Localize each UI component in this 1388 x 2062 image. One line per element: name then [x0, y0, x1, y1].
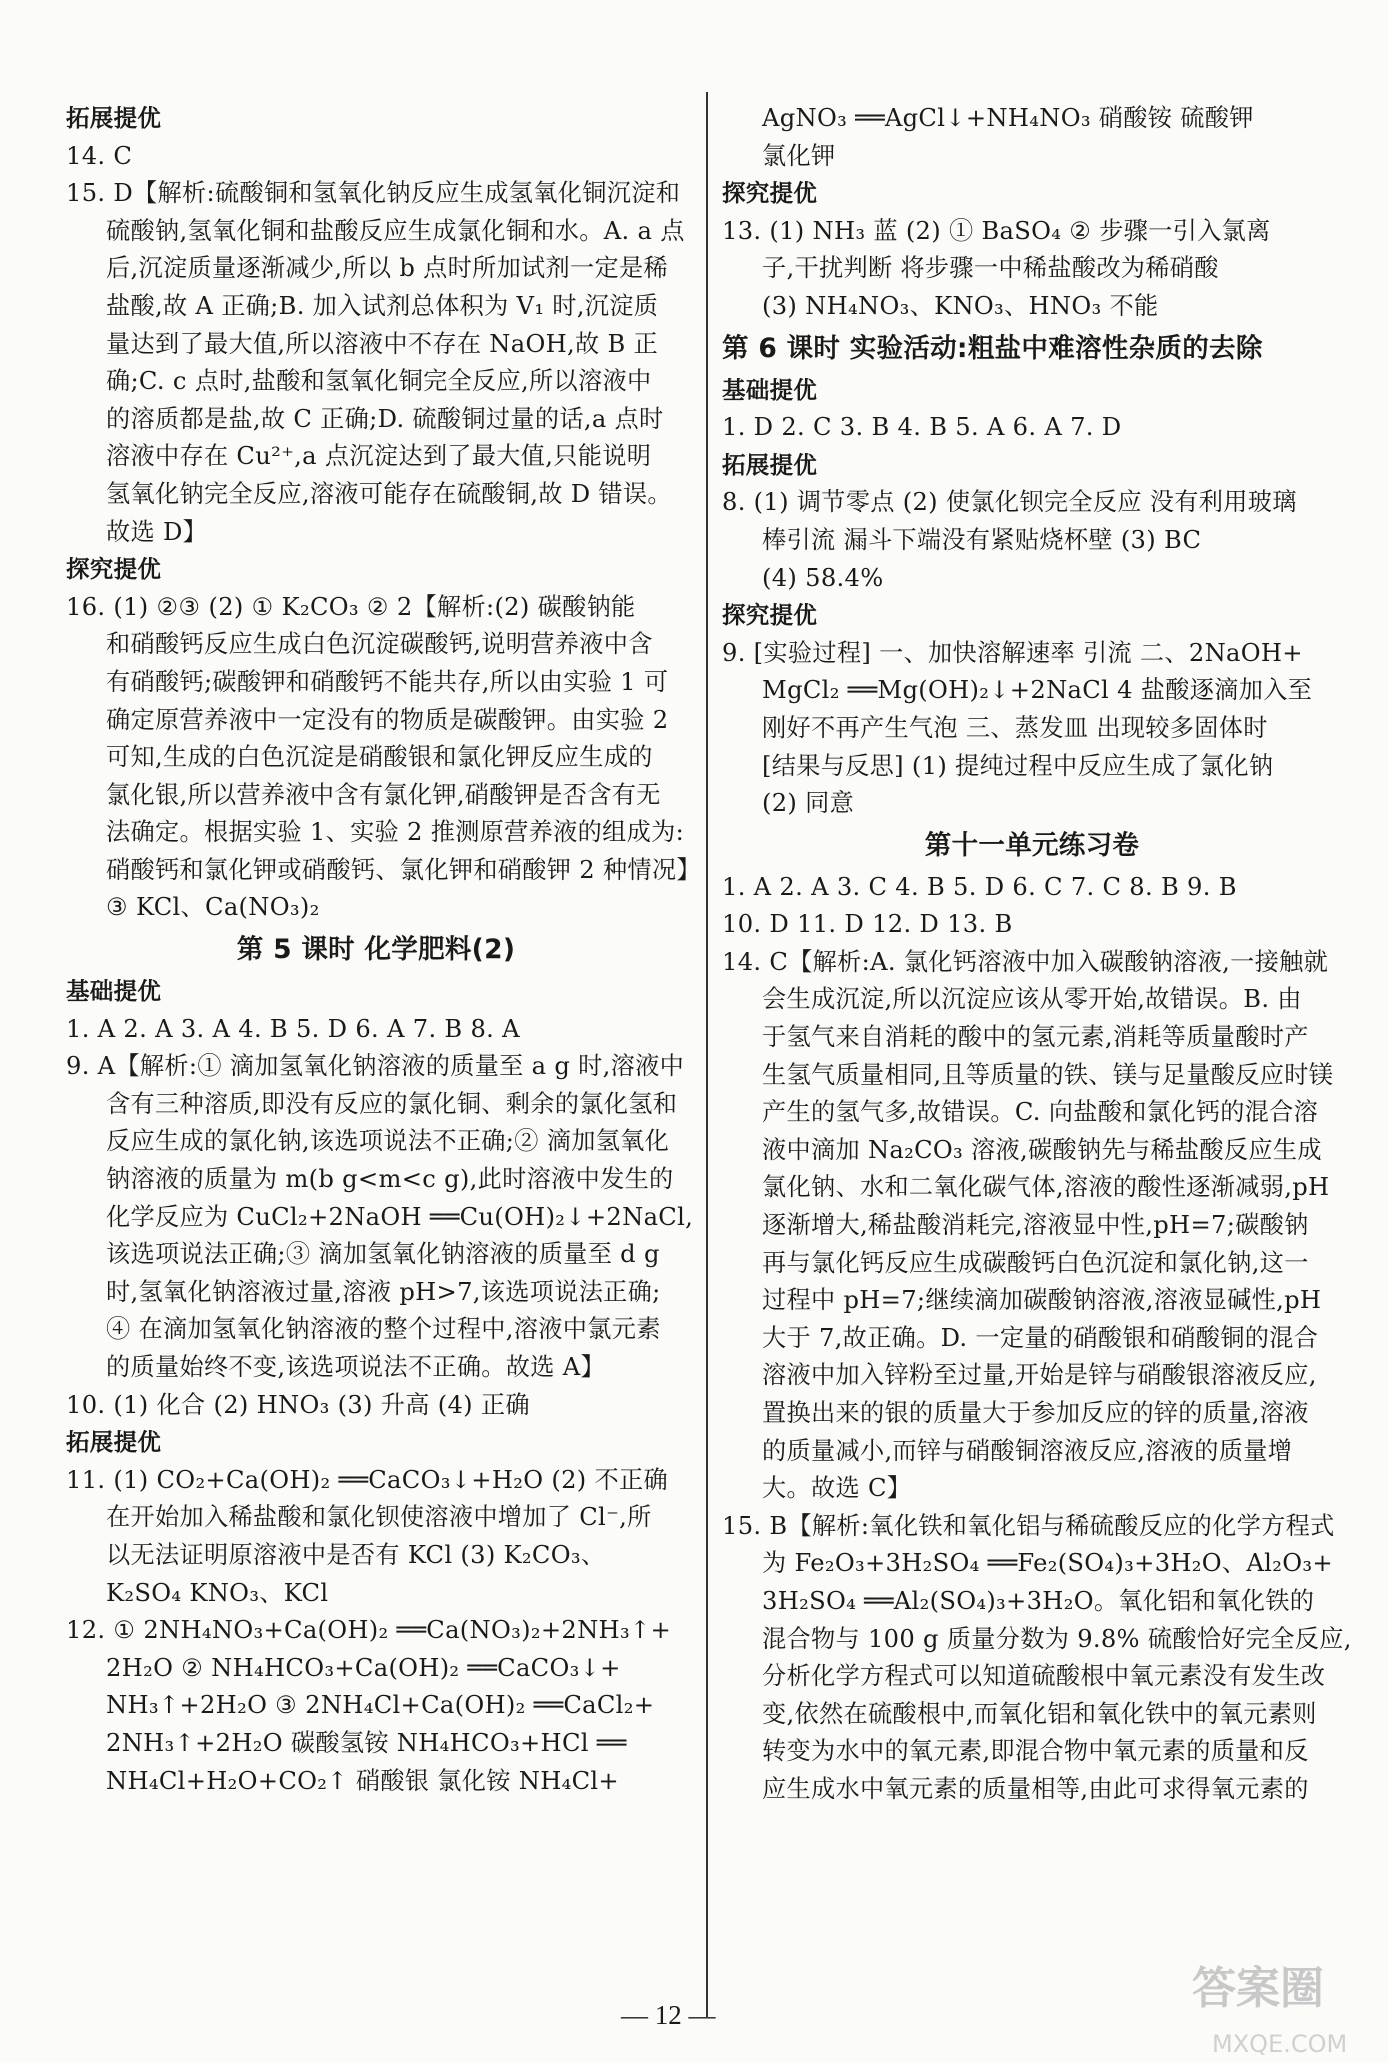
- text-line: 为 Fe₂O₃+3H₂SO₄ ══Fe₂(SO₄)₃+3H₂O、Al₂O₃+: [762, 1549, 1333, 1578]
- text-line: MgCl₂ ══Mg(OH)₂↓+2NaCl 4 盐酸逐滴加入至: [762, 676, 1313, 705]
- text-line: 以无法证明原溶液中是否有 KCl (3) K₂CO₃、: [106, 1540, 606, 1569]
- text-line: 10. D 11. D 12. D 13. B: [722, 910, 1013, 939]
- text-line: 转变为水中的氧元素,即混合物中氧元素的质量和反: [762, 1737, 1309, 1766]
- text-line: 置换出来的银的质量大于参加反应的锌的质量,溶液: [762, 1399, 1309, 1427]
- text-line: 15. D【解析:硫酸铜和氢氧化钠反应生成氢氧化铜沉淀和: [66, 179, 681, 208]
- text-line: 在开始加入稀盐酸和氯化钡使溶液中增加了 Cl⁻,所: [106, 1503, 652, 1532]
- column-divider: [706, 92, 708, 2017]
- text-line: 确;C. c 点时,盐酸和氢氧化铜完全反应,所以溶液中: [106, 367, 652, 396]
- text-line: 可知,生成的白色沉淀是硝酸银和氯化钾反应生成的: [106, 743, 653, 772]
- text-line: 时,氢氧化钠溶液过量,溶液 pH>7,该选项说法正确;: [106, 1277, 661, 1306]
- watermark-logo: [1192, 1952, 1348, 2058]
- text-line: 再与氯化钙反应生成碳酸钙白色沉淀和氯化钠,这一: [762, 1248, 1309, 1277]
- text-line: 含有三种溶质,即没有反应的氯化铜、剩余的氯化氢和: [106, 1089, 678, 1118]
- text-line: 1. D 2. C 3. B 4. B 5. A 6. A 7. D: [722, 413, 1122, 442]
- text-line: 14. C【解析:A. 氯化钙溶液中加入碳酸钠溶液,一接触就: [722, 947, 1329, 976]
- text-line: 硝酸钙和氯化钾或硝酸钙、氯化钾和硝酸钾 2 种情况】: [106, 855, 701, 884]
- text-line: 于氢气来自消耗的酸中的氢元素,消耗等质量酸时产: [762, 1023, 1309, 1052]
- text-line: NH₄Cl+H₂O+CO₂↑ 硝酸银 氯化铵 NH₄Cl+: [106, 1766, 619, 1795]
- text-line: 有硝酸钙;碳酸钾和硝酸钙不能共存,所以由实验 1 可: [106, 667, 669, 696]
- text-line: NH₃↑+2H₂O ③ 2NH₄Cl+Ca(OH)₂ ══CaCl₂+: [106, 1691, 655, 1720]
- text-line: 16. (1) ②③ (2) ① K₂CO₃ ② 2【解析:(2) 碳酸钠能: [66, 592, 636, 621]
- left-column: [66, 100, 701, 1800]
- text-line: 大于 7,故正确。D. 一定量的硝酸银和硝酸铜的混合: [762, 1323, 1319, 1352]
- text-line: 液中滴加 Na₂CO₃ 溶液,碳酸钠先与稀盐酸反应生成: [762, 1135, 1322, 1164]
- text-line: 15. B【解析:氧化铁和氧化铝与稀硫酸反应的化学方程式: [722, 1511, 1335, 1540]
- text-line: 刚好不再产生气泡 三、蒸发皿 出现较多固体时: [762, 713, 1268, 742]
- text-line: (4) 58.4%: [762, 563, 884, 592]
- text-line: 过程中 pH=7;继续滴加碳酸钠溶液,溶液显碱性,pH: [762, 1286, 1322, 1315]
- text-line: 钠溶液的质量为 m(b g<m<c g),此时溶液中发生的: [106, 1165, 674, 1194]
- text-line: 氯化银,所以营养液中含有氯化钾,硝酸钾是否含有无: [106, 780, 661, 809]
- text-line: 混合物与 100 g 质量分数为 9.8% 硫酸恰好完全反应,: [762, 1624, 1352, 1653]
- text-line: 1. A 2. A 3. A 4. B 5. D 6. A 7. B 8. A: [66, 1014, 520, 1043]
- text-line: 后,沉淀质量逐渐减少,所以 b 点时所加试剂一定是稀: [106, 254, 668, 283]
- lesson-title: 第十一单元练习卷: [924, 829, 1140, 861]
- text-line: 9. [实验过程] 一、加快溶解速率 引流 二、2NaOH+: [722, 638, 1303, 667]
- text-line: 14. C: [66, 141, 133, 170]
- text-line: 氯化钾: [762, 141, 836, 170]
- section-heading: 基础提优: [66, 977, 162, 1006]
- text-line: 逐渐增大,稀盐酸消耗完,溶液显中性,pH=7;碳酸钠: [762, 1211, 1309, 1240]
- watermark-url: MXQE.COM: [1212, 2030, 1348, 2058]
- text-line: 盐酸,故 A 正确;B. 加入试剂总体积为 V₁ 时,沉淀质: [106, 291, 659, 320]
- section-heading: 基础提优: [722, 375, 818, 404]
- text-line: 该选项说法正确;③ 滴加氢氧化钠溶液的质量至 d g: [106, 1240, 660, 1269]
- text-line: 子,干扰判断 将步骤一中稀盐酸改为稀硝酸: [762, 254, 1219, 283]
- text-line: 13. (1) NH₃ 蓝 (2) ① BaSO₄ ② 步骤一引入氯离: [722, 216, 1271, 245]
- text-line: 的溶质都是盐,故 C 正确;D. 硫酸铜过量的话,a 点时: [106, 404, 664, 433]
- text-line: 变,依然在硫酸根中,而氧化铝和氧化铁中的氧元素则: [762, 1699, 1317, 1728]
- text-line: 9. A【解析:① 滴加氢氧化钠溶液的质量至 a g 时,溶液中: [66, 1052, 685, 1081]
- text-line: 反应生成的氯化钠,该选项说法不正确;② 滴加氢氧化: [106, 1127, 670, 1156]
- text-line: 产生的氢气多,故错误。C. 向盐酸和氯化钙的混合溶: [762, 1098, 1319, 1127]
- text-line: 8. (1) 调节零点 (2) 使氯化钡完全反应 没有利用玻璃: [722, 488, 1297, 517]
- section-heading: 拓展提优: [722, 450, 818, 479]
- right-column: [722, 100, 1352, 1809]
- lesson-title: 第 5 课时 化学肥料(2): [236, 934, 516, 966]
- section-heading: 探究提优: [722, 179, 818, 208]
- text-line: 11. (1) CO₂+Ca(OH)₂ ══CaCO₃↓+H₂O (2) 不正确: [66, 1465, 668, 1494]
- text-line: 12. ① 2NH₄NO₃+Ca(OH)₂ ══Ca(NO₃)₂+2NH₃↑+: [66, 1616, 672, 1645]
- section-heading: 拓展提优: [66, 1428, 162, 1457]
- section-heading: 探究提优: [722, 601, 818, 630]
- text-line: [结果与反思] (1) 提纯过程中反应生成了氯化钠: [762, 751, 1274, 780]
- watermark-logo-text: 答案圈: [1192, 1963, 1324, 2014]
- section-heading: 探究提优: [66, 555, 162, 584]
- text-line: 溶液中存在 Cu²⁺,a 点沉淀达到了最大值,只能说明: [106, 442, 652, 471]
- text-line: K₂SO₄ KNO₃、KCl: [106, 1578, 329, 1607]
- text-line: 的质量减小,而锌与硝酸铜溶液反应,溶液的质量增: [762, 1436, 1293, 1465]
- text-line: 会生成沉淀,所以沉淀应该从零开始,故错误。B. 由: [762, 985, 1302, 1014]
- text-line: 2H₂O ② NH₄HCO₃+Ca(OH)₂ ══CaCO₃↓+: [106, 1653, 621, 1682]
- text-line: 量达到了最大值,所以溶液中不存在 NaOH,故 B 正: [106, 329, 659, 358]
- text-line: ③ KCl、Ca(NO₃)₂: [106, 893, 320, 922]
- text-line: 生氢气质量相同,且等质量的铁、镁与足量酸反应时镁: [762, 1060, 1334, 1089]
- text-line: 分析化学方程式可以知道硫酸根中氧元素没有发生改: [762, 1662, 1326, 1691]
- text-line: 1. A 2. A 3. C 4. B 5. D 6. C 7. C 8. B 9. B: [722, 872, 1237, 901]
- text-line: AgNO₃ ══AgCl↓+NH₄NO₃ 硝酸铵 硫酸钾: [762, 104, 1254, 132]
- text-line: 化学反应为 CuCl₂+2NaOH ══Cu(OH)₂↓+2NaCl,: [106, 1202, 694, 1231]
- text-line: ④ 在滴加氢氧化钠溶液的整个过程中,溶液中氯元素: [106, 1315, 661, 1344]
- text-line: 3H₂SO₄ ══Al₂(SO₄)₃+3H₂O。氧化铝和氧化铁的: [762, 1586, 1315, 1615]
- text-line: 硫酸钠,氢氧化铜和盐酸反应生成氯化铜和水。A. a 点: [106, 216, 685, 245]
- text-line: 氯化钠、水和二氧化碳气体,溶液的酸性逐渐减弱,pH: [762, 1173, 1330, 1202]
- text-line: 法确定。根据实验 1、实验 2 推测原营养液的组成为:: [106, 818, 685, 847]
- text-line: 故选 D】: [106, 517, 208, 546]
- lesson-title: 第 6 课时 实验活动:粗盐中难溶性杂质的去除: [722, 332, 1263, 364]
- text-line: 应生成水中氧元素的质量相等,由此可求得氧元素的: [762, 1774, 1309, 1803]
- text-line: 棒引流 漏斗下端没有紧贴烧杯壁 (3) BC: [762, 525, 1202, 554]
- text-line: 氢氧化钠完全反应,溶液可能存在硫酸铜,故 D 错误。: [106, 479, 672, 508]
- text-line: (3) NH₄NO₃、KNO₃、HNO₃ 不能: [762, 291, 1159, 320]
- text-line: 溶液中加入锌粉至过量,开始是锌与硝酸银溶液反应,: [762, 1361, 1317, 1390]
- section-heading: 拓展提优: [66, 104, 162, 132]
- text-line: 和硝酸钙反应生成白色沉淀碳酸钙,说明营养液中含: [106, 630, 653, 659]
- text-line: 大。故选 C】: [762, 1474, 912, 1503]
- text-line: 10. (1) 化合 (2) HNO₃ (3) 升高 (4) 正确: [66, 1390, 530, 1419]
- text-line: 确定原营养液中一定没有的物质是碳酸钾。由实验 2: [106, 705, 669, 734]
- text-line: 的质量始终不变,该选项说法不正确。故选 A】: [106, 1353, 606, 1381]
- page-number: — 12 —: [621, 2000, 716, 2030]
- text-line: (2) 同意: [762, 789, 855, 818]
- text-line: 2NH₃↑+2H₂O 碳酸氢铵 NH₄HCO₃+HCl ══: [106, 1728, 627, 1757]
